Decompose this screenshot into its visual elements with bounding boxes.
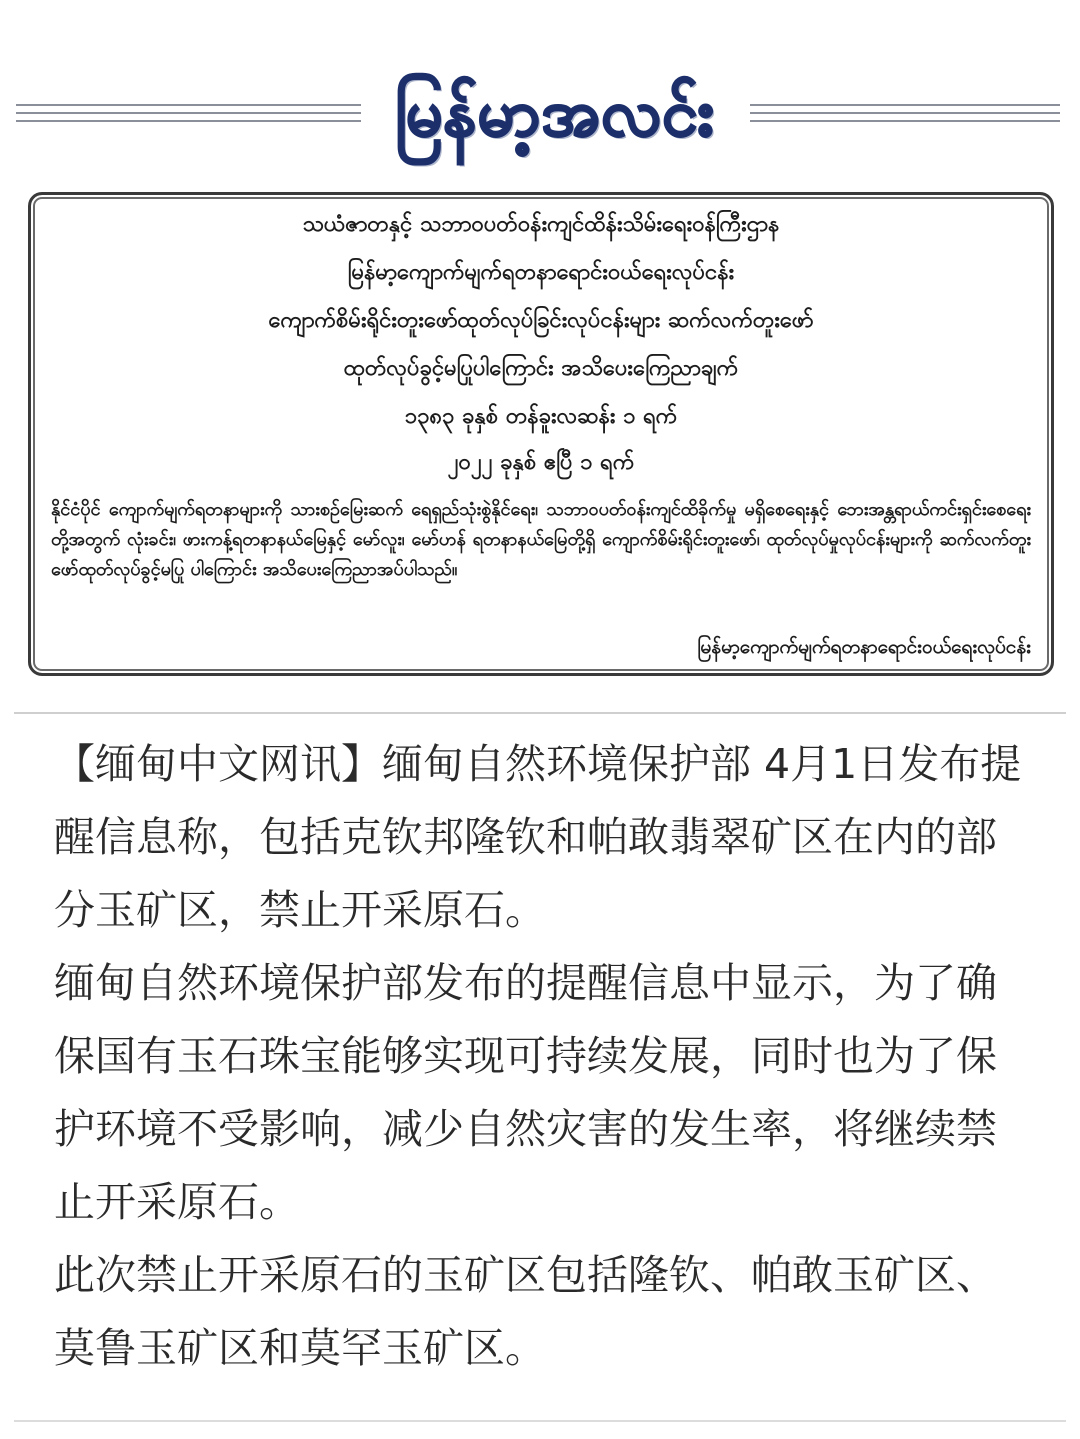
notice-box [28,192,1054,676]
notice-heading-line-4: ထုတ်လုပ်ခွင့်မပြုပါကြောင်း အသိပေးကြေညာချက် [343,356,739,381]
notice-date-gregorian: ၂၀၂၂ ခုနှစ် ဧပြီ ၁ ရက် [447,450,635,475]
notice-heading-line-1: သယံဇာတနှင့် သဘာဝပတ်ဝန်းကျင်ထိန်းသိမ်းရေးဝန်ကြီးဌာန [302,212,780,237]
masthead-rule-right-3 [750,120,1060,122]
divider [14,712,1066,714]
notice-signature: မြန်မာ့ကျောက်မျက်ရတနာရောင်းဝယ်ရေးလုပ်ငန်း [697,636,1031,658]
masthead-rule-left-2 [16,112,361,114]
masthead-rule-right-2 [750,112,1060,114]
article-paragraph-1: 【缅甸中文网讯】缅甸自然环境保护部 4月1日发布提醒信息称，包括克钦邦隆钦和帕敢翡翠矿区在内的部分玉矿区，禁止开采原石。 [54,740,1022,934]
masthead-rule-left-1 [16,104,361,106]
article-paragraph-2: 缅甸自然环境保护部发布的提醒信息中显示，为了确保国有玉石珠宝能够实现可持续发展，同时也为了保护环境不受影响，减少自然灾害的发生率，将继续禁止开采原石。 [54,959,997,1226]
newspaper-clipping [10,62,1066,712]
masthead-rule-left-3 [16,120,361,122]
masthead [10,62,1066,180]
notice-heading-line-3: ကျောက်စိမ်းရိုင်းတူးဖော်ထုတ်လုပ်ခြင်းလုပ်ငန်းများ ဆက်လက်တူးဖော် [268,308,814,333]
newspaper-logo [365,72,745,168]
masthead-rule-right-1 [750,104,1060,106]
article-text [54,728,1034,1385]
notice-heading-line-2: မြန်မာ့ကျောက်မျက်ရတနာရောင်းဝယ်ရေးလုပ်ငန်း [347,260,735,285]
notice-date-lunar: ၁၃၈၃ ခုနှစ် တန်ခူးလဆန်း ၁ ရက် [404,404,678,429]
newspaper-title: မြန်မာ့အလင်း [395,77,715,151]
divider-bottom [14,1420,1066,1422]
article-paragraph-3: 此次禁止开采原石的玉矿区包括隆钦、帕敢玉矿区、莫鲁玉矿区和莫罕玉矿区。 [54,1251,997,1372]
notice-body: နိုင်ငံပိုင် ကျောက်မျက်ရတနာများကို သားစဉ်မြေးဆက် ရေရှည်သုံးစွဲနိုင်ရေး၊ သဘာဝပတ်ဝန်းကျင်ထိခိုက်မှု မရှိစေရေးနှင့် ဘေးအန္တရာယ်ကင်းရှင်းစေရေးတို့အတွက် လုံးခင်း၊ ဖားကန့်ရတနာနယ်မြေနှင့် မော်လူး၊ မော်ဟန် ရတနာနယ်မြေတို့ရှိ ကျောက်စိမ်းရိုင်းတူးဖော်၊ ထုတ်လုပ်မှုလုပ်ငန်းများကို ဆက်လက်တူးဖော်ထုတ်လုပ်ခွင့်မပြု ပါကြောင်း အသိပေးကြေညာအပ်ပါသည်။ [51,499,1031,580]
